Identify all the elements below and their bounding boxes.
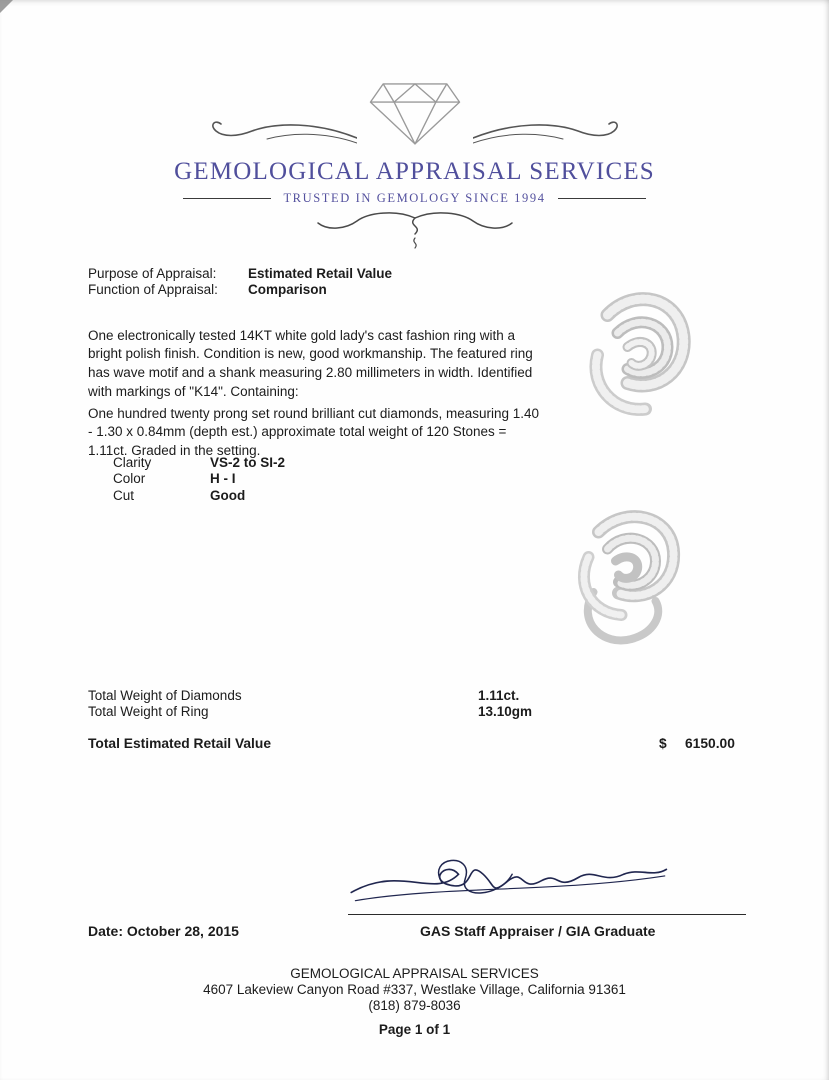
- cut-value: Good: [210, 487, 246, 503]
- diamond-logo-icon: [365, 76, 465, 150]
- grading-row-color: [113, 471, 285, 487]
- retail-amount: 6150.00: [685, 736, 735, 751]
- retail-value-row: [88, 736, 768, 751]
- function-value: Comparison: [248, 282, 327, 297]
- clarity-label: Clarity: [113, 455, 152, 470]
- function-label: Function of Appraisal:: [88, 282, 218, 297]
- grading-row-clarity: [113, 455, 285, 471]
- diamond-description: One hundred twenty prong set round brilliant cut diamonds, measuring 1.40 - 1.30 x 0.84mm (depth est.) approximate total weight of 120 Stones = 1.11ct. Graded in the setting.: [88, 405, 540, 459]
- totals-section: [88, 688, 688, 721]
- total-ring-weight-label: Total Weight of Ring: [88, 704, 209, 720]
- total-diamonds-row: [88, 688, 688, 704]
- ring-photo-side-view: [561, 497, 701, 652]
- item-description: One electronically tested 14KT white gold lady's cast fashion ring with a bright polish finish. Condition is new, good workmanship. The featured ring has wave motif and a shank measuring 2.80 millimeters in width. Identified with markings of "K14". Containing:: [88, 327, 533, 399]
- cut-label: Cut: [113, 487, 135, 503]
- total-ring-weight-value: 13.10gm: [478, 704, 533, 720]
- color-label: Color: [113, 471, 146, 487]
- logo-block: [0, 70, 829, 254]
- retail-value-label: Total Estimated Retail Value: [88, 736, 271, 751]
- bottom-flourish-icon: [310, 211, 520, 251]
- purpose-label: Purpose of Appraisal:: [88, 266, 217, 281]
- signature-scribble: [343, 843, 673, 918]
- footer-company: GEMOLOGICAL APPRAISAL SERVICES: [290, 966, 539, 981]
- company-title: GEMOLOGICAL APPRAISAL SERVICES: [174, 158, 655, 185]
- footer-page-number: Page 1 of 1: [378, 1021, 451, 1037]
- retail-currency-symbol: $: [659, 736, 667, 751]
- color-value: H - I: [210, 471, 236, 487]
- scan-corner-artifact: [0, 0, 13, 13]
- purpose-value: Estimated Retail Value: [248, 266, 393, 281]
- date-line: Date: October 28, 2015: [88, 923, 239, 939]
- total-ring-weight-row: [88, 704, 688, 720]
- function-row: [88, 282, 327, 297]
- total-diamonds-label: Total Weight of Diamonds: [88, 688, 242, 703]
- signature-line: [348, 914, 746, 915]
- company-tagline: TRUSTED IN GEMOLOGY SINCE 1994: [283, 191, 546, 205]
- ring-photo-top-view: [577, 285, 702, 430]
- footer-address: 4607 Lakeview Canyon Road #337, Westlake Village, California 91361: [203, 982, 626, 998]
- total-diamonds-value: 1.11ct.: [478, 688, 520, 703]
- flourish-right-icon: [473, 120, 623, 146]
- appraiser-title: GAS Staff Appraiser / GIA Graduate: [420, 923, 656, 939]
- grading-table: [113, 455, 285, 504]
- purpose-row: [88, 266, 392, 281]
- footer-phone: (818) 879-8036: [368, 998, 461, 1014]
- tagline-row: [0, 191, 829, 206]
- flourish-left-icon: [207, 120, 357, 146]
- clarity-value: VS-2 to SI-2: [210, 455, 286, 470]
- tagline-rule-right: [558, 198, 646, 199]
- grading-row-cut: [113, 488, 285, 504]
- footer: [0, 966, 829, 1038]
- logo-diamond-row: [0, 70, 829, 150]
- tagline-rule-left: [183, 198, 271, 199]
